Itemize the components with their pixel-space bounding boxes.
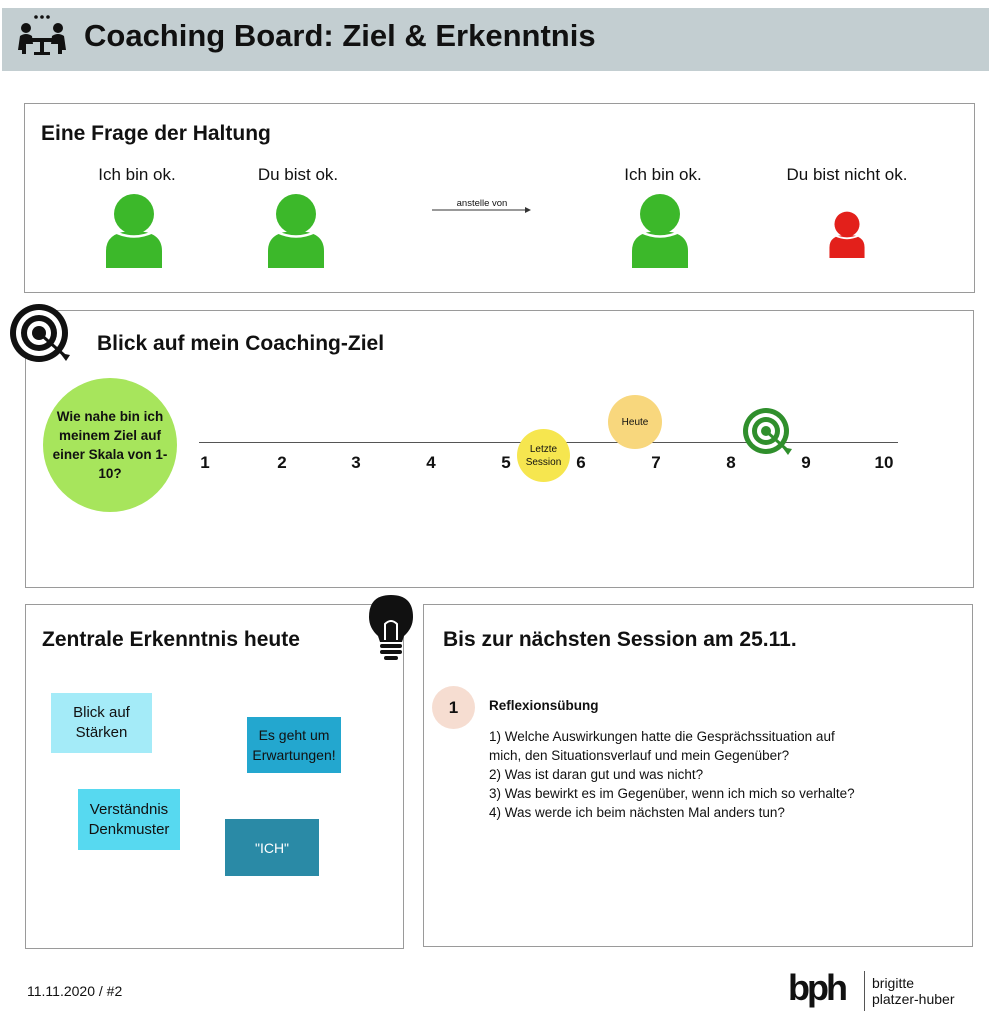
footer-date: 11.11.2020 / #2 [27,983,123,999]
scale-tick: 3 [351,453,361,472]
scale-tick: 10 [874,453,894,472]
question-line: 4) Was werde ich beim nächsten Mal anders tun? [489,805,785,820]
question-line: 3) Was bewirkt es im Gegenüber, wenn ich mich so verhalte? [489,786,855,801]
page-title: Coaching Board: Ziel & Erkenntnis [84,18,596,53]
goal-question-bubble [43,378,177,512]
step-number: 1 [448,697,459,717]
haltung-title: Eine Frage der Haltung [41,122,271,145]
scale-tick: 5 [501,453,511,472]
erkenntnis-panel [25,604,404,949]
logo-lettering: bph [788,968,845,1008]
arrow-right-icon [432,206,532,214]
person-ok-icon [268,193,324,268]
person-label-1: Ich bin ok. [98,165,176,184]
session-title: Bis zur nächsten Session am 25.11. [443,628,797,651]
person-label-2: Du bist ok. [257,165,339,184]
scale-tick: 9 [801,453,811,472]
scale-tick: 6 [576,453,586,472]
sticky-note-ich[interactable] [225,819,319,876]
scale-tick: 2 [277,453,287,472]
target-icon [8,303,72,363]
scale-tick: 7 [651,453,661,472]
marker-last-session-label: Letzte Session [525,443,562,468]
ziel-title: Blick auf mein Coaching-Ziel [97,332,385,355]
question-line: 2) Was ist daran gut und was nicht? [489,767,704,782]
logo-name-line2: platzer-huber [872,991,955,1007]
sticky-note-denkmuster[interactable] [78,789,180,850]
marker-today-label: Heute [621,416,649,428]
marker-last-session [517,429,570,482]
logo-name-line1: brigitte [872,975,915,991]
goal-question-text: Wie nahe bin ich meinem Ziel auf einer Skala von 1-10? [52,409,168,481]
scale-tick: 8 [726,453,736,472]
step-title: Reflexionsübung [489,698,599,713]
scale-tick: 1 [200,453,210,472]
lightbulb-icon [368,594,414,662]
brand-logo [788,968,858,1014]
sticky-note-erwartungen[interactable] [247,717,341,773]
erkenntnis-title: Zentrale Erkenntnis heute [42,628,300,651]
question-line: mich, den Situationsverlauf und mein Gegenüber? [489,748,790,763]
scale-tick: 4 [426,453,436,472]
goal-target-icon [742,407,794,457]
sticky-note-text: "ICH" [254,839,290,856]
person-label-4: Du bist nicht ok. [786,165,908,184]
person-not-ok-icon [829,211,865,258]
coaching-table-icon [16,14,68,58]
sticky-note-text: Verständnis Denkmuster [88,800,170,838]
sticky-note-text: Es geht um Erwartungen! [252,727,336,763]
step-number-badge [432,686,475,729]
question-line: 1) Welche Auswirkungen hatte die Gesprächssituation auf [489,729,835,744]
sticky-note-staerken[interactable] [51,693,152,753]
logo-divider [864,971,865,1011]
person-ok-icon [632,193,688,268]
sticky-note-text: Blick auf Stärken [73,704,130,741]
person-label-3: Ich bin ok. [624,165,702,184]
marker-today [608,395,662,449]
person-ok-icon [106,193,162,268]
arrow-label: anstelle von [456,198,508,209]
